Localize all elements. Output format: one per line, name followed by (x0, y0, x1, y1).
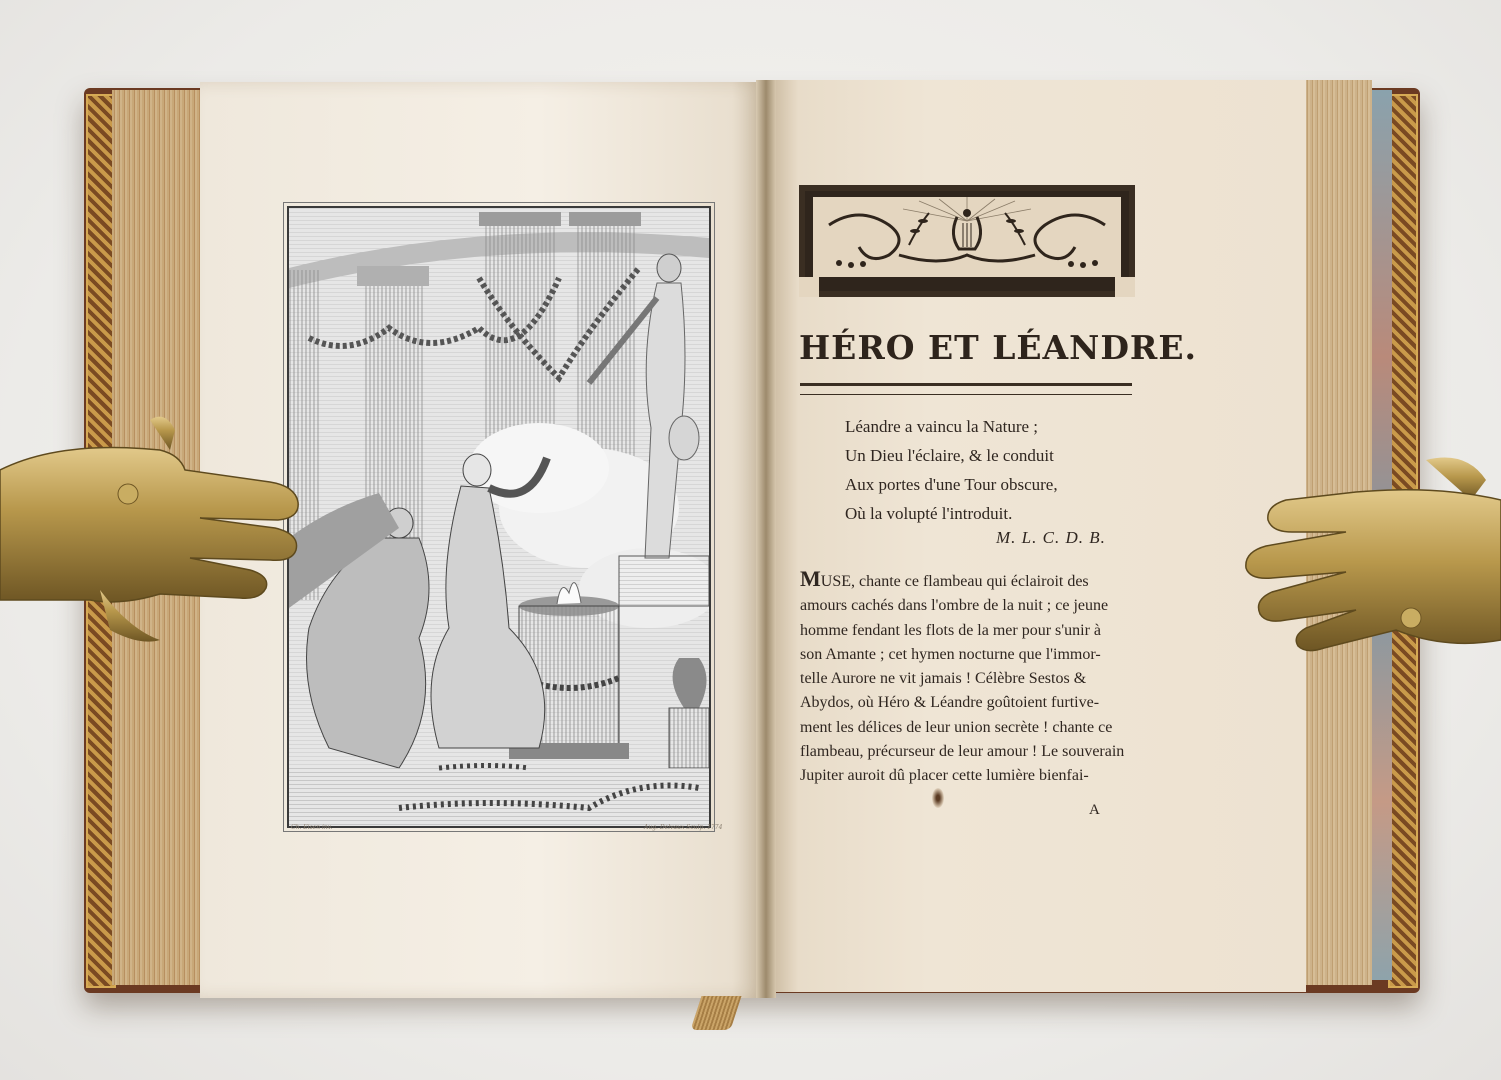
epigraph-signature: M. L. C. D. B. (996, 528, 1106, 547)
body-text (800, 567, 1136, 789)
engraving-illustration (287, 206, 711, 828)
text-line: ment les délices de leur union secrète ! chante ce (800, 718, 1113, 736)
bookmark-ribbon (690, 996, 741, 1030)
brass-hand-left (0, 410, 310, 654)
epigraph-verse (845, 412, 1135, 528)
text-line: telle Aurore ne vit jamais ! Célèbre Sestos & (800, 670, 1087, 688)
brass-hand-right (1236, 450, 1501, 684)
text-line: Jupiter auroit dû placer cette lumière bienfai- (800, 767, 1089, 785)
verse-line: Un Dieu l'éclaire, & le conduit (845, 446, 1054, 465)
ink-stain (932, 788, 944, 808)
verse-line: Aux portes d'une Tour obscure, (845, 475, 1058, 494)
text-line: amours cachés dans l'ombre de la nuit ; ce jeune (800, 597, 1109, 615)
drop-cap: M (800, 566, 821, 591)
engraving-credit-left: Ch. Eisen inv. (291, 824, 333, 831)
text-line: son Amante ; cet hymen nocturne que l'immor- (800, 645, 1101, 663)
engraving-credit-right: Aug. Delvaux Sculp. 1774 (644, 824, 723, 831)
text-line: homme fendant les flots de la mer pour s'unir à (800, 621, 1102, 639)
verse-line: Où la volupté l'introduit. (845, 504, 1013, 523)
ornamental-headpiece (799, 185, 1135, 297)
text-line: Abydos, où Héro & Léandre goûtoient furtive- (800, 694, 1100, 712)
chapter-title: HÉRO ET LÉANDRE. (799, 328, 1197, 367)
book-gutter (756, 80, 776, 998)
signature-mark: A (1089, 802, 1100, 818)
title-rule (800, 383, 1132, 395)
text-line: MUSE, chante ce flambeau qui éclairoit des (800, 566, 1089, 591)
verse-line: Léandre a vaincu la Nature ; (845, 417, 1039, 436)
text-line: flambeau, précurseur de leur amour ! Le souverain (800, 743, 1125, 761)
